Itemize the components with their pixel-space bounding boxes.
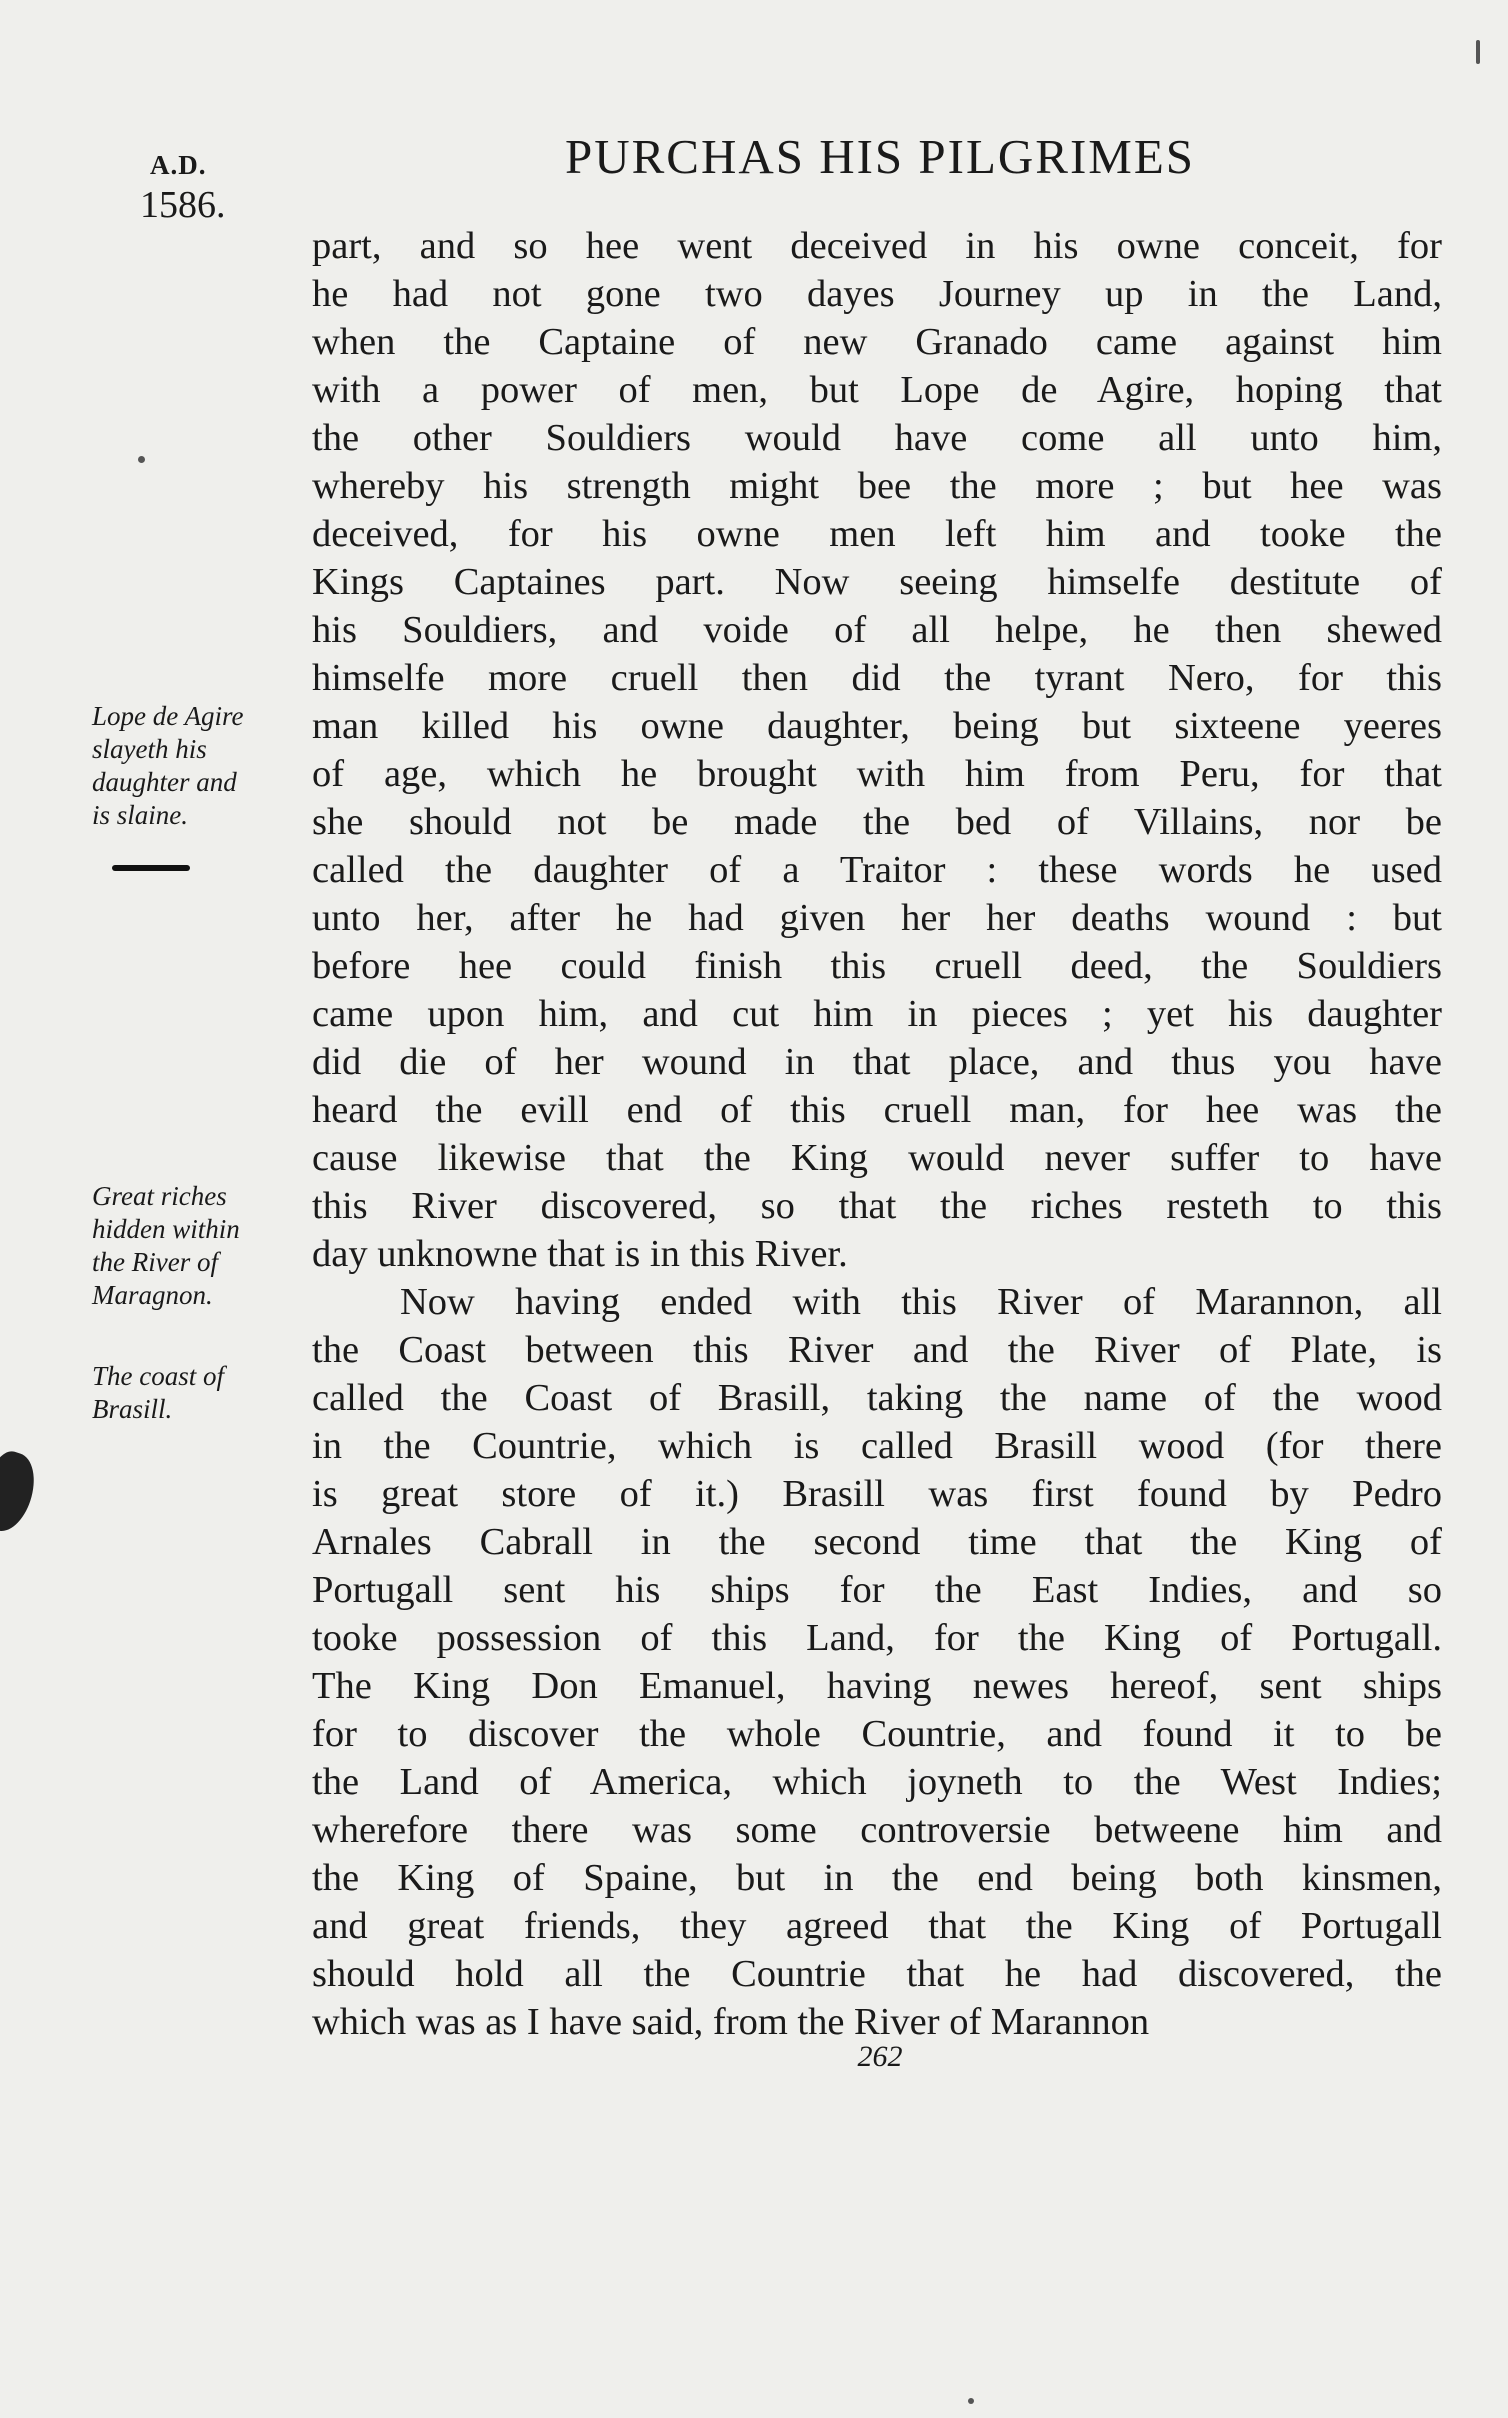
text-line: part, and so hee went deceived in his owne conceit, for: [312, 225, 1442, 267]
text-line: Portugall sent his ships for the East Indies, and so: [312, 1569, 1442, 1611]
ink-speck: [138, 456, 145, 463]
ink-blot: [0, 1447, 43, 1537]
ink-speck: [968, 2398, 974, 2404]
text-line: called the daughter of a Traitor : these words he used: [312, 849, 1442, 891]
running-title: PURCHAS HIS PILGRIMES: [564, 129, 1196, 184]
margin-note-great-riches: [92, 1180, 302, 1312]
margin-note-line: Lope de Agire: [92, 701, 244, 731]
margin-note-line: is slaine.: [92, 800, 189, 830]
year-value: 1586.: [140, 184, 226, 226]
text-line: Kings Captaines part. Now seeing himselfe destitute of: [312, 561, 1442, 603]
text-line: man killed his owne daughter, being but sixteene yeeres: [312, 705, 1442, 747]
text-line: his Souldiers, and voide of all helpe, he then shewed: [312, 609, 1442, 651]
ink-speck: [1476, 40, 1480, 64]
text-line: for to discover the whole Countrie, and found it to be: [312, 1713, 1442, 1755]
text-line: The King Don Emanuel, having newes hereof, sent ships: [312, 1665, 1442, 1707]
page-number: 262: [857, 2040, 903, 2073]
year-label: [140, 150, 250, 227]
body-text: [312, 222, 1442, 2046]
margin-note-line: the River of: [92, 1247, 218, 1277]
margin-note-line: daughter and: [92, 767, 237, 797]
dash-ornament: [112, 865, 190, 871]
text-line: unto her, after he had given her her deaths wound : but: [312, 897, 1442, 939]
text-line: Now having ended with this River of Marannon, all: [400, 1281, 1442, 1323]
text-line: day unknowne that is in this River.: [312, 1233, 848, 1275]
margin-note-line: slayeth his: [92, 734, 207, 764]
text-line: should hold all the Countrie that he had discovered, the: [312, 1953, 1442, 1995]
text-line: tooke possession of this Land, for the King of Portugall.: [312, 1617, 1442, 1659]
text-line: the Coast between this River and the River of Plate, is: [312, 1329, 1442, 1371]
text-line: himselfe more cruell then did the tyrant Nero, for this: [312, 657, 1442, 699]
text-line: is great store of it.) Brasill was first found by Pedro: [312, 1473, 1442, 1515]
margin-note-line: The coast of: [92, 1361, 224, 1391]
margin-note-lope-de-agire: [92, 700, 302, 832]
text-line: whereby his strength might bee the more ; but hee was: [312, 465, 1442, 507]
text-line: deceived, for his owne men left him and tooke the: [312, 513, 1442, 555]
text-line: the Land of America, which joyneth to the West Indies;: [312, 1761, 1442, 1803]
text-line: wherefore there was some controversie betweene him and: [312, 1809, 1442, 1851]
text-line: before hee could finish this cruell deed, the Souldiers: [312, 945, 1442, 987]
text-line: Arnales Cabrall in the second time that the King of: [312, 1521, 1442, 1563]
text-line: of age, which he brought with him from Peru, for that: [312, 753, 1442, 795]
text-line: heard the evill end of this cruell man, for hee was the: [312, 1089, 1442, 1131]
text-line: cause likewise that the King would never suffer to have: [312, 1137, 1442, 1179]
text-line: the King of Spaine, but in the end being both kinsmen,: [312, 1857, 1442, 1899]
margin-note-line: Great riches: [92, 1181, 227, 1211]
text-line: he had not gone two dayes Journey up in the Land,: [312, 273, 1442, 315]
text-line: with a power of men, but Lope de Agire, hoping that: [312, 369, 1442, 411]
era-label: A.D.: [150, 150, 207, 180]
margin-note-line: Brasill.: [92, 1394, 173, 1424]
text-line: the other Souldiers would have come all unto him,: [312, 417, 1442, 459]
margin-note-coast-of-brasill: [92, 1360, 302, 1426]
text-line: called the Coast of Brasill, taking the name of the wood: [312, 1377, 1442, 1419]
text-line: in the Countrie, which is called Brasill wood (for there: [312, 1425, 1442, 1467]
margin-note-line: hidden within: [92, 1214, 240, 1244]
text-line: when the Captaine of new Granado came against him: [312, 321, 1442, 363]
text-line: this River discovered, so that the riches resteth to this: [312, 1185, 1442, 1227]
text-line: did die of her wound in that place, and thus you have: [312, 1041, 1442, 1083]
text-line: which was as I have said, from the River of Marannon: [312, 2001, 1150, 2043]
text-line: came upon him, and cut him in pieces ; yet his daughter: [312, 993, 1442, 1035]
margin-note-line: Maragnon.: [92, 1280, 213, 1310]
text-line: she should not be made the bed of Villains, nor be: [312, 801, 1442, 843]
text-line: and great friends, they agreed that the King of Portugall: [312, 1905, 1442, 1947]
